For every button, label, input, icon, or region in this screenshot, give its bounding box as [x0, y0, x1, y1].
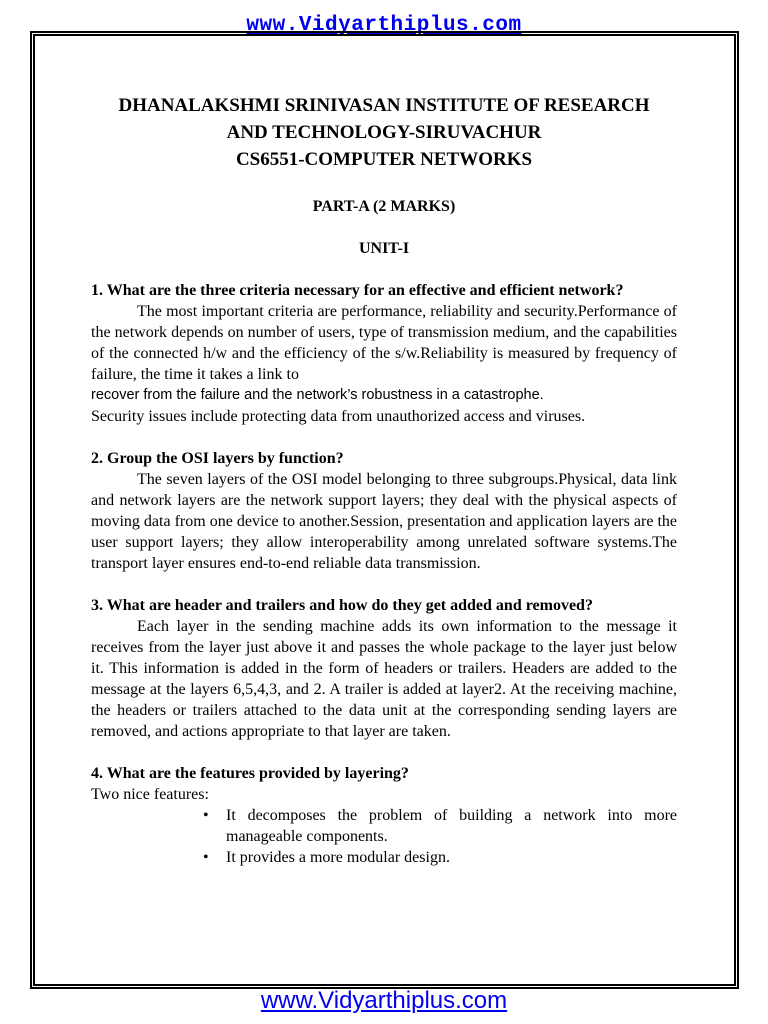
answer-1-sans-line: recover from the failure and the network’s robustness in a catastrophe. — [91, 387, 544, 403]
unit-heading: UNIT-I — [358, 240, 410, 257]
question-3: 3. What are header and trailers and how do they get added and removed? — [91, 597, 593, 614]
question-2-block — [91, 448, 677, 574]
answer-4-intro: Two nice features: — [91, 786, 209, 803]
bullet-icon: • — [203, 807, 209, 824]
answer-2-text: The seven layers of the OSI model belonging to three subgroups.Physical, data link and network layers are the network support layers; they deal with the physical aspects of moving data from one device to another.Session, presentation and application layers are the user support layers; they allow interoperability among unrelated software systems.The transport layer ensures end-to-end reliable data transmission. — [91, 471, 677, 572]
institution-header — [0, 92, 768, 173]
answer-3-text: Each layer in the sending machine adds its own information to the message it receives from the layer just above it and passes the whole package to the layer just below it. This information is added in the form of headers or trailers. Headers are added to the message at the layers 6,5,4,3, and 2. A trailer is added at layer2. At the receiving machine, the headers or trailers attached to the data unit at the corresponding sending layers are removed, and actions appropriate to that layer are taken. — [91, 618, 677, 740]
document-body — [91, 92, 677, 868]
header-line-1: DHANALAKSHMI SRINIVASAN INSTITUTE OF RESEARCH — [118, 95, 650, 116]
header-line-2: AND TECHNOLOGY-SIRUVACHUR — [226, 122, 542, 143]
list-item — [203, 847, 677, 868]
question-4-block — [91, 763, 677, 868]
bullet-icon: • — [203, 849, 209, 866]
header-line-3: CS6551-COMPUTER NETWORKS — [235, 149, 533, 170]
list-item — [203, 805, 677, 847]
question-3-block — [91, 595, 677, 742]
list-item-text: It decomposes the problem of building a network into more manageable components. — [226, 807, 677, 845]
question-1: 1. What are the three criteria necessary for an effective and efficient network? — [91, 282, 624, 299]
answer-1-tail: Security issues include protecting data from unauthorized access and viruses. — [91, 408, 586, 425]
answer-1-text: The most important criteria are performance, reliability and security.Performance of the network depends on number of users, type of transmission medium, and the capabilities of the connected h/w and the efficiency of the s/w.Reliability is measured by frequency of failure, the time it takes a link to — [91, 303, 677, 383]
list-item-text: It provides a more modular design. — [226, 849, 450, 866]
question-4: 4. What are the features provided by layering? — [91, 765, 409, 782]
bottom-website-link[interactable]: www.Vidyarthiplus.com — [260, 987, 508, 1014]
top-website-link[interactable]: www.Vidyarthiplus.com — [246, 14, 522, 37]
question-1-block — [91, 280, 677, 427]
features-list — [91, 805, 677, 868]
part-heading: PART-A (2 MARKS) — [312, 198, 456, 215]
question-2: 2. Group the OSI layers by function? — [91, 450, 344, 467]
